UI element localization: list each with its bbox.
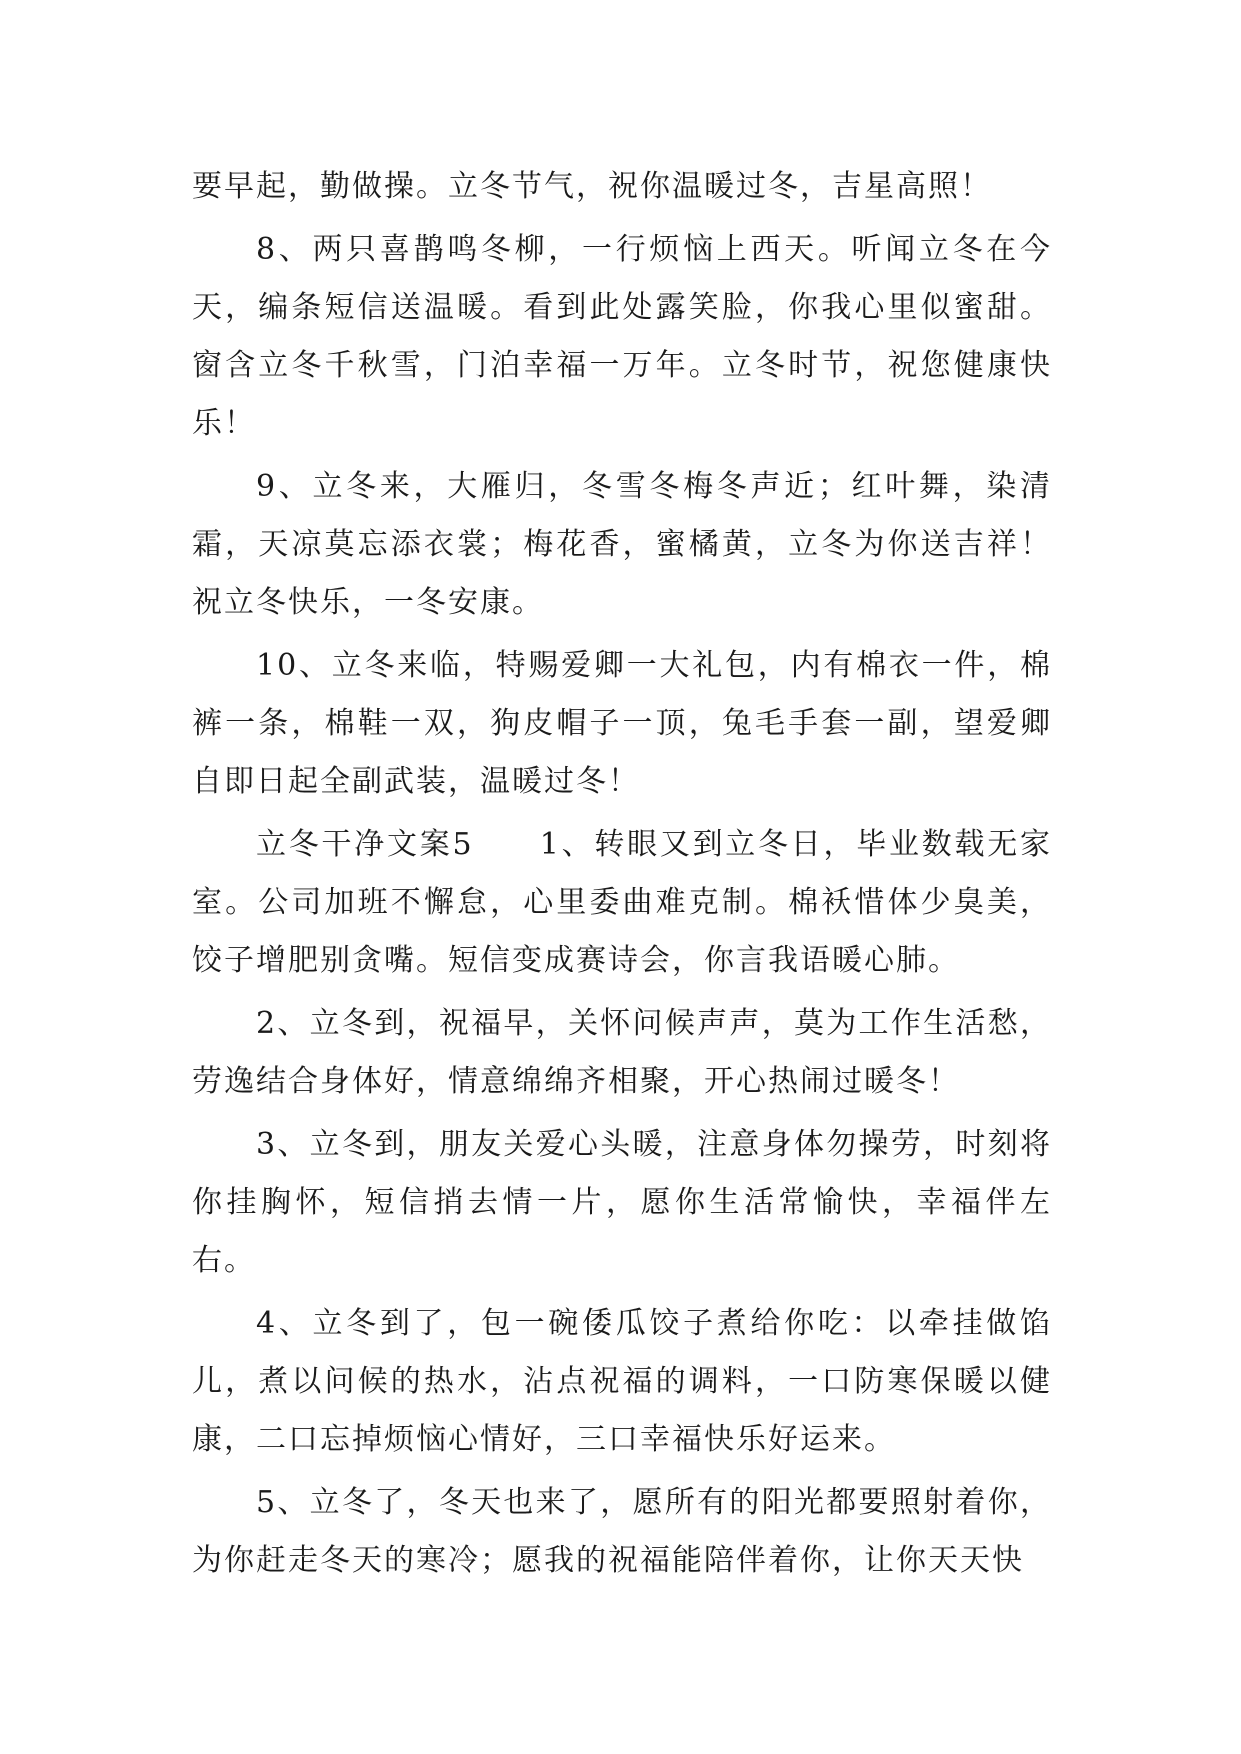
paragraph-item-2: 2、立冬到，祝福早，关怀问候声声，莫为工作生活愁，劳逸结合身体好，情意绵绵齐相聚，开心热闹过暖冬！ [192, 1006, 1052, 1099]
paragraph-item-4: 4、立冬到了，包一碗倭瓜饺子煮给你吃：以牵挂做馅儿，煮以问候的热水，沾点祝福的调料，一口防寒保暖以健康，二口忘掉烦恼心情好，三口幸福快乐好运来。 [192, 1306, 1052, 1457]
paragraph-section-5-item-1: 立冬干净文案5 1、转眼又到立冬日，毕业数载无家室。公司加班不懈怠，心里委曲难克制。棉袄惜体少臭美，饺子增肥别贪嘴。短信变成赛诗会，你言我语暖心肺。 [192, 827, 1052, 978]
document-page [192, 158, 1052, 1595]
paragraph-item-5: 5、立冬了，冬天也来了，愿所有的阳光都要照射着你，为你赶走冬天的寒冷；愿我的祝福能陪伴着你，让你天天快 [192, 1485, 1052, 1578]
paragraph-continuation: 要早起，勤做操。立冬节气，祝你温暖过冬，吉星高照！ [192, 169, 992, 204]
paragraph-item-9: 9、立冬来，大雁归，冬雪冬梅冬声近；红叶舞，染清霜，天凉莫忘添衣裳；梅花香，蜜橘黄，立冬为你送吉祥！祝立冬快乐，一冬安康。 [192, 469, 1052, 620]
paragraph-item-8: 8、两只喜鹊鸣冬柳，一行烦恼上西天。听闻立冬在今天，编条短信送温暖。看到此处露笑脸，你我心里似蜜甜。窗含立冬千秋雪，门泊幸福一万年。立冬时节，祝您健康快乐！ [192, 232, 1052, 441]
paragraph-item-10: 10、立冬来临，特赐爱卿一大礼包，内有棉衣一件，棉裤一条，棉鞋一双，狗皮帽子一顶，兔毛手套一副，望爱卿自即日起全副武装，温暖过冬！ [192, 648, 1052, 799]
paragraph-item-3: 3、立冬到，朋友关爱心头暖，注意身体勿操劳，时刻将你挂胸怀，短信捎去情一片，愿你生活常愉快，幸福伴左右。 [192, 1127, 1052, 1278]
